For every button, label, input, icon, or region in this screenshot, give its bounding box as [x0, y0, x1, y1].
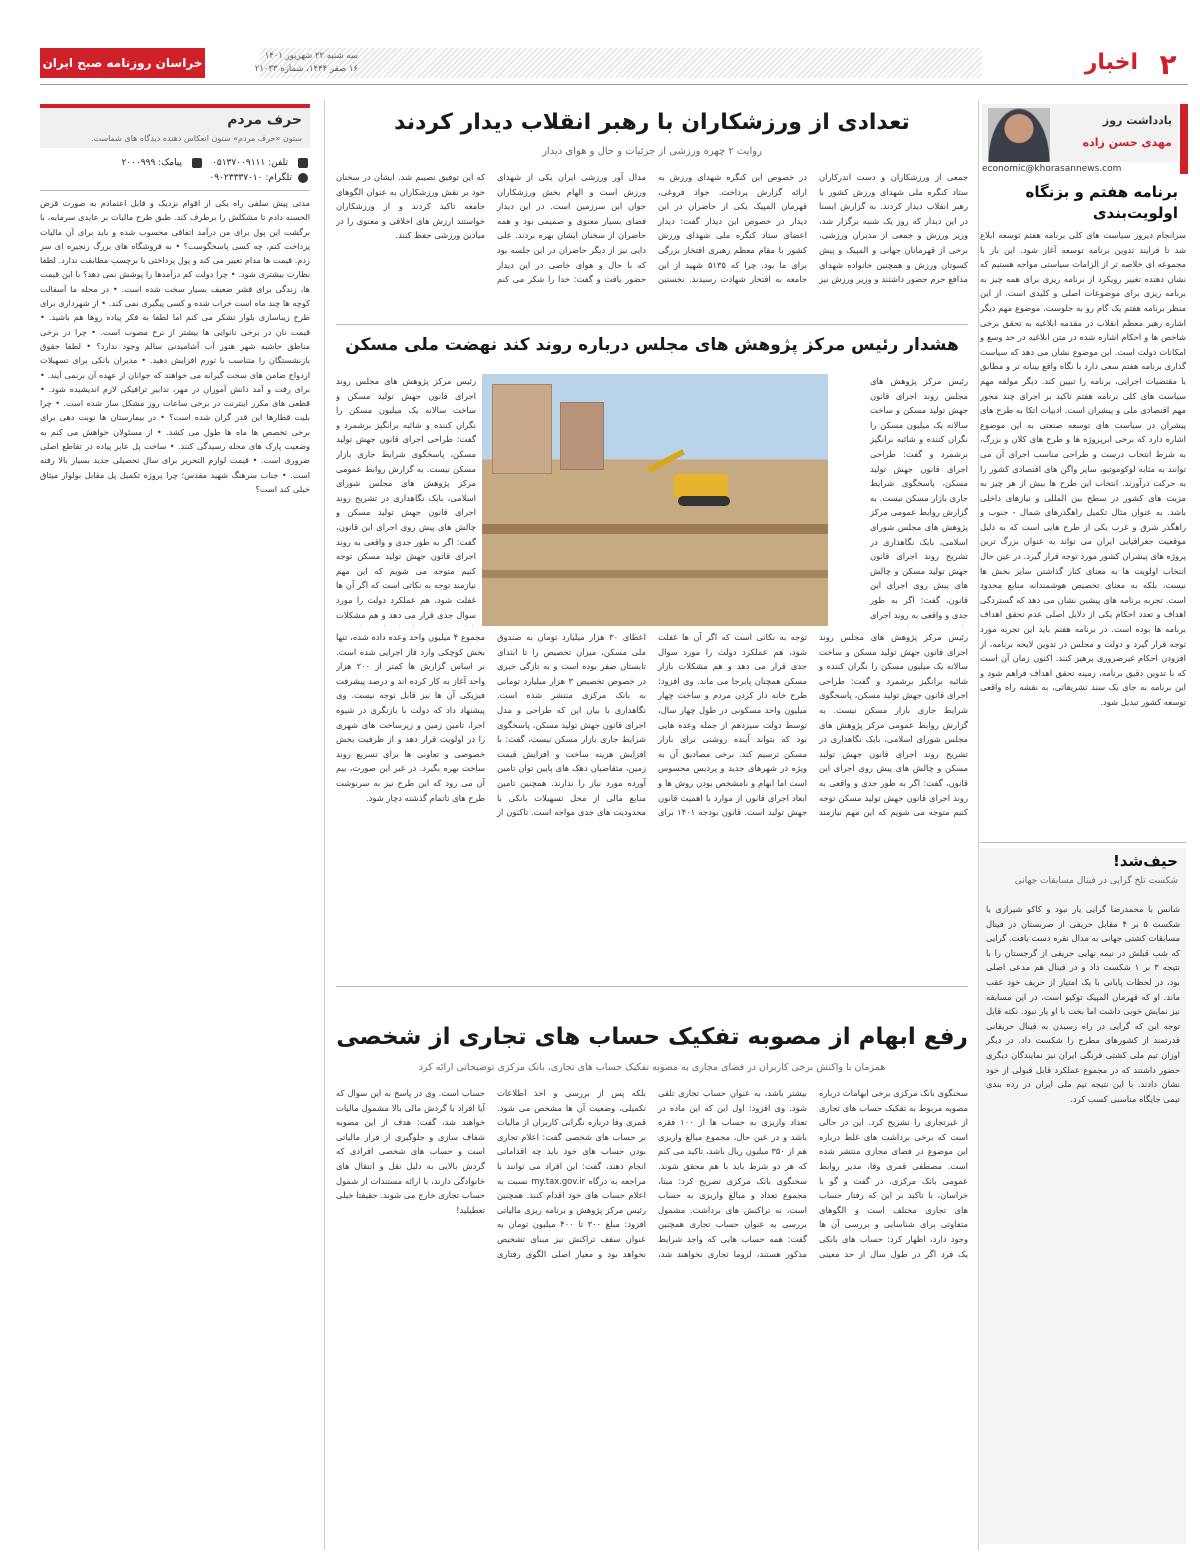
- columnist-box: [982, 104, 1178, 162]
- left-column-divider: [324, 100, 325, 1550]
- trench: [482, 524, 828, 534]
- people-subtitle: ستون «حرف مردم» ستون انعکاس دهنده دیدگاه های شماست.: [91, 134, 302, 143]
- avatar: [988, 108, 1050, 162]
- tax-subtitle: همزمان با واکنش برخی کاربران در فضای مجازی به مصوبه تفکیک حساب های تجاری، بانک مرکزی توضیحاتی ارائه کرد: [418, 1062, 886, 1073]
- date-line-1: سه شنبه ۲۲ شهریور ۱۴۰۱: [264, 51, 358, 61]
- people-phone[interactable]: تلفن: ۰۵۱۳۷۰۰۹۱۱۱: [212, 158, 288, 168]
- phone-icon: [298, 158, 308, 168]
- columnist-name: مهدی حسن زاده: [1082, 136, 1172, 149]
- sports-headline[interactable]: تعدادی از ورزشکاران با رهبر انقلاب دیدار کردند: [394, 110, 910, 135]
- people-header: [40, 108, 310, 148]
- sports-body: جمعی از ورزشکاران و دست اندرکاران ستاد کنگره ملی شهدای ورزش کشور با رهبر انقلاب دیدار کردند. به گزارش ایسنا در این دیدار که روز یک شنبه برگزار شد، وزیر ورزش و جمعی از مدیران ورزشی، برخی از قهرمانان جهانی و المپیک و پیش کسوتان ورزش و همچنین خانواده شهدای مدافع حرم حضور داشتند و وزیر ورزش نیز در خصوص این کنگره شهدای ورزش به ارائه گزارش پرداخت. جواد فروغی، قهرمان المپیک یکی از حاضران در این دیدار در خصوص این دیدار گفت: دیدار اعضای ستاد کنگره ملی شهدای ورزش کشور با مقام معظم رهبری افتخار بزرگی برای ما بود. چرا که ۵۱۳۵ شهید از این جامعه به افتخار شهادت رسیدند. نخستین مدال آور ورزشی ایران یکی از شهدای ورزش است و الهام بخش ورزشکاران جوان این سرزمین است. در این دیدار فضای بسیار معنوی و صمیمی بود و همه حاضران از سخنان ایشان بهره بردند. علی دایی نیز از دیگر حاضران در این جلسه بود که با حال و هوای خاصی در این دیدار حضور یافت و گفت: خدا را شکر می کنم که این توفیق نصیبم شد. ایشان در سخنان خود بر نقش ورزشکاران به عنوان الگوهای جامعه تاکید کردند و از ورزشکاران خواستند ارزش های اخلاقی و معنوی را در میادین ورزشی حفظ کنند.: [336, 172, 968, 285]
- columnist-label: یادداشت روز: [1102, 114, 1172, 127]
- columnist-title: برنامه هفتم و بزنگاه اولویت‌بندی: [1025, 183, 1178, 222]
- people-contacts: [40, 156, 310, 186]
- masthead-rule: [40, 84, 1188, 85]
- hayf-box: [980, 848, 1186, 1544]
- housing-headline[interactable]: هشدار رئیس مرکز پژوهش های مجلس درباره روند کند نهضت ملی مسکن: [345, 335, 959, 355]
- people-divider: [40, 190, 310, 191]
- page-number: ۲: [1159, 48, 1177, 81]
- issue-date: [210, 50, 358, 76]
- construction-photo: [482, 374, 828, 626]
- columnist-divider: [980, 842, 1186, 843]
- hayf-subtitle: شکست تلخ گرایی در فینال مسابقات جهانی: [1014, 876, 1178, 886]
- people-sms[interactable]: پیامک: ۲۰۰۰۹۹۹: [121, 158, 183, 168]
- sms-icon: [192, 158, 202, 168]
- people-telegram[interactable]: تلگرام: ۰۹۰۲۳۳۳۷۰۱۰: [209, 173, 292, 183]
- hayf-body: شانس با محمدرضا گرایی یار نبود و کاکو شیرازی با شکست ۵ بر ۴ مقابل حریفی از صربستان در فینال مسابقات کشتی جهانی به مدال نقره دست یافت. گرایی که شب قبلش در نیمه نهایی حریفی از گرجستان را با نتیجه ۳ بر ۱ شکست داد و در فینال هم مدعی اصلی بود، در لحظات پایانی با یک امتیاز از حریف خود عقب ماند. او که قهرمان المپیک توکیو است، در این مسابقه نیز نمایش خوبی داشت اما بخت با او یار نبود. نکته قابل توجه این که گرایی در راه رسیدن به فینال حریفانی قدرتمند از کشورهای مطرح را شکست داد. در دیگر اوزان تیم ملی کشتی فرنگی ایران نیز نمایندگان دیگری حضور داشتند که در مجموع عملکرد قابل قبولی از خود نشان دادند. با این نتیجه تیم ملی ایران در رده بندی تیمی جایگاه مناسبی کسب کرد.: [986, 904, 1180, 1104]
- people-title: حرف مردم: [227, 112, 302, 128]
- masthead-hatch: [260, 48, 982, 78]
- tax-headline[interactable]: رفع ابهام از مصوبه تفکیک حساب های تجاری از شخصی: [336, 1024, 968, 1050]
- housing-divider: [336, 986, 968, 987]
- sports-divider: [336, 324, 968, 325]
- telegram-icon: [298, 173, 308, 183]
- people-body: مدتی پیش سلفی راه یکی از اقوام نزدیک و قابل اعتمادم به صورت قرض الحسنه دادم تا مشکلش را برطرف کند. طبق طرح مالیات بر عایدی سرمایه، با برگشت این پول برای من درآمد اتفاقی محسوب شده و باید برای آن مالیات پرداخت کنم، چه کسی پاسخگوست؟ • به فروشگاه های بزرگ زنجیره ای سر زدم. قیمت ها مدام تغییر می کند و پول پرداختی با برچسب مطابقت ندارد. لطفا نظارت بیشتری شود. • چرا دولت کم درآمدها را پوشش نمی دهد؟ با این قیمت ها، زندگی برای قشر ضعیف بسیار سخت شده است. • در محله ما آسفالت کوچه ها چند ماه است خراب شده و کسی پیگیری نمی کند. • از شهرداری برای طرح زیباسازی بلوار تشکر می کنم اما لطفا به فکر پیاده روها هم باشید. • قیمت نان در برخی نانوایی ها بیشتر از نرخ مصوب است. • چرا در برخی مناطق حاشیه شهر هنوز آب آشامیدنی سالم وجود ندارد؟ • لطفا حقوق بازنشستگان را متناسب با تورم افزایش دهید. • مدیران بانکی برای تسهیلات ازدواج ضامن های سخت گیرانه می خواهند که جوانان از عهده آن برنمی آیند. • برای رفت و آمد دانش آموزان در مهر، تدابیر ترافیکی لازم اندیشیده شود. • قطعی های مکرر اینترنت در برخی ساعات روز مشکل ساز شده است. • چرا بلیت قطارها این قدر گران شده است؟ • در بیمارستان ها نوبت دهی برای برخی تخصص ها ماه ها طول می کشد. • از مسئولان خواهش می کنم به وضعیت پارک های محله رسیدگی کنند. • ساخت پل عابر پیاده در تقاطع اصلی ضروری است. • قیمت لوازم التحریر برای سال تحصیلی جدید بسیار بالا رفته است. • جناب سرهنگ شهید مقدس؛ چرا پروژه تکمیل پل مقابل بولوار میثاق خیلی کند است؟: [40, 198, 310, 494]
- sports-subtitle: روایت ۲ چهره ورزشی از جزئیات و حال و هوای دیدار: [542, 146, 762, 157]
- right-column-divider: [978, 100, 979, 1550]
- trench: [482, 570, 828, 578]
- newspaper-logo[interactable]: خراسان روزنامه صبح ایران: [40, 48, 205, 78]
- hayf-title: حیف‌شد!: [1112, 852, 1178, 870]
- columnist-accent: [1180, 104, 1188, 174]
- columnist-email[interactable]: economic@khorasannews.com: [982, 164, 1122, 174]
- date-line-2: ۱۶ صفر ۱۴۴۴، شماره ۲۱۰۳۳: [254, 64, 358, 74]
- columnist-body: سرانجام دیروز سیاست های کلی برنامه هفتم توسعه ابلاغ شد تا فرایند تدوین برنامه توسعه آغاز شود. این بار با مجموعه ای خلاصه تر از الزامات سیاستی مواجه هستیم که نشان دهنده تغییر رویکرد از برنامه ریزی برای همه چیز به برنامه ریزی برای موضوعات اصلی و کلیدی است. از این منظر برنامه هفتم یک گام رو به جلوست. موضوع مهم دیگر اشاره رهبر معظم انقلاب در مقدمه ابلاغیه به تحقق برخی شاخص ها و احکام اشاره شده در متن ابلاغیه در حد وسع و امکانات دولت است. این موضوع نشان می دهد که سیاست گذاری برنامه هفتم سعی دارد با نگاه واقع بینانه تر و مطابق با مقتضیات اجرایی، برنامه را تبیین کند. دیگر مولفه مهم سیاست های کلی برنامه هفتم تاکید بر اجرای چند محور مهم اقتصادی ملی و پیشران است. ادبیات اتکا به طرح های پیشران در سیاست های توسعه صنعتی به این موضوع اشاره دارد که برخی ابرپروژه ها و طرح های کلان و بزرگ، به شرط انتخاب درست و طراحی مناسب اجرای آن می توانند به مثابه لوکوموتیو، سایر واگن های اقتصادی کشور را به حرکت درآورند. انتخاب این طرح ها بیش از هر چیز به مزیت های کشور در سطح بین المللی و نیازهای داخلی باشد. به عنوان مثال تکمیل راهگذرهای شمال - جنوب و راهگذر شرق و غرب یکی از طرح هایی است که به دلیل موقعیت جغرافیایی ایران می تواند به عنوان بزرگ ترین پروژه های پیشران کشور مورد توجه قرار گیرد. در عین حال انتخاب اولویت ها به معنای کنار گذاشتن سایر بخش ها نیست، بلکه به معنای تخصیص هوشمندانه منابع محدود است. تجربه برنامه های پیشین نشان می دهد که گستردگی اهداف و تعدد احکام یکی از دلایل اصلی عدم تحقق اهداف برنامه ها بوده است. در برنامه هفتم باید این تجربه مورد توجه قرار گیرد و دولت و مجلس در تدوین لایحه برنامه، از افزودن احکام غیرضروری پرهیز کنند. اکنون زمان آن است که با تدوین دقیق برنامه، زمینه تحقق اهداف فراهم شود و این برنامه به جای یک سند تشریفاتی، به نقشه راه واقعی توسعه کشور تبدیل شود.: [980, 230, 1186, 707]
- excavator: [650, 446, 740, 508]
- tax-body: سخنگوی بانک مرکزی برخی ابهامات درباره مصوبه مربوط به تفکیک حساب های تجاری از غیرتجاری را تشریح کرد. این در حالی است که برخی برداشت های غلط درباره این موضوع در فضای مجازی منتشر شده است. مصطفی قمری وفا، مدیر روابط عمومی بانک مرکزی، در گفت و گو با خراسان، با تاکید بر این که رفتار حساب های تجاری مختلف است و الگوهای متفاوتی برای شناسایی و بررسی آن ها وجود دارد، اظهار کرد: حساب های بانکی یک فرد اگر در طول سال از حد معینی بیشتر باشد، به عنوان حساب تجاری تلقی شود. وی افزود: اول این که این ماده در تعداد واریزی به حساب ها از ۱۰۰ فقره باشد و در عین حال، مجموع مبالغ واریزی هم از ۳۵۰ میلیون ریال باشد، تاکید می کنم که هر دو شرط باید با هم محقق شوند. سخنگوی بانک مرکزی تصریح کرد: مبنا، مجموع تعداد و مبالغ واریزی به حساب است، نه تراکنش های برداشت. مشمول بررسی به عنوان حساب تجاری همچنین گفت: همه حساب هایی که واجد شرایط مذکور هستند، لزوما تجاری نخواهند شد، بلکه پس از بررسی و اخذ اطلاعات تکمیلی، وضعیت آن ها مشخص می شود. قمری وفا درباره نگرانی کاربران از مالیات بر حساب های شخصی گفت: اعلام تجاری بودن حساب های خود باید چه اقداماتی انجام دهند، گفت: این افراد می توانند با مراجعه به درگاه my.tax.gov.ir نسبت به اعلام حساب های خود اقدام کنند. همچنین رئیس مرکز پژوهش و برنامه ریزی مالیاتی افزود: مبلغ ۳۰۰ تا ۴۰۰ میلیون تومان به عنوان سقف تراکنش نیز مبنای تشخیص نخواهد بود و معیار اصلی الگوی رفتاری حساب است. وی در پاسخ به این سوال که آیا افراد با گردش مالی بالا مشمول مالیات خواهند شد، گفت: هدف از این مصوبه شفاف سازی و جلوگیری از فرار مالیاتی است و حساب های شخصی افرادی که گردش بالایی به دلیل نقل و انتقال های خانوادگی دارند، با ارائه مستندات از شمول حساب تجاری خارج می شوند. حقیقتا خیلی تعطیلید!: [336, 1088, 968, 1259]
- housing-body-col: رئیس مرکز پژوهش های مجلس روند اجرای قانون جهش تولید مسکن و ساخت سالانه یک میلیون مسکن را نگران کننده و شائبه برانگیز برشمرد و گفت: طراحی اجرای قانون جهش تولید مسکن، پاسخگوی شرایط جاری بازار مسکن نیست. به گزارش روابط عمومی مرکز پژوهش های مجلس شورای اسلامی، بابک نگاهداری در تشریح روند اجرای قانون جهش تولید مسکن و چالش های پیش روی اجرای این قانون، گفت: اگر به طور جدی و واقعی به روند اجرای قانون جهش تولید مسکن توجه کنیم متوجه می شویم که این مهم نیازمند توجه به نکاتی است که اگر آن ها غفلت شود، هم عملکرد دولت را مورد سوال جدی قرار می دهد و هم مشکلات: [336, 376, 476, 620]
- housing-body-cont: رئیس مرکز پژوهش های مجلس روند اجرای قانون جهش تولید مسکن و ساخت سالانه یک میلیون مسکن را نگران کننده و شائبه برانگیز برشمرد و گفت: طراحی اجرای قانون جهش تولید مسکن، پاسخگوی شرایط جاری بازار مسکن نیست. به گزارش روابط عمومی مرکز پژوهش های مجلس شورای اسلامی، بابک نگاهداری در تشریح روند اجرای قانون جهش تولید مسکن و چالش های پیش روی اجرای این قانون، گفت: اگر به طور جدی و واقعی به روند اجرای قانون جهش تولید مسکن توجه کنیم متوجه می شویم که این مهم نیازمند توجه به نکاتی است که اگر آن ها غفلت شود، هم عملکرد دولت را مورد سوال جدی قرار می دهد و هم مشکلات بازار مسکن همچنان پابرجا می ماند. وی افزود: طرح خانه دار کردن مردم و ساخت چهار میلیون واحد مسکونی در طول چهار سال، توسط دولت سیزدهم از جمله وعده هایی بود که بتواند آینده روشنی برای بازار مسکن ترسیم کند. برخی مصادیق آن به ویژه در شهرهای جدید و پردیس محسوس است اما ابهام و نامشخص بودن روش ها و ابعاد اجرای قانون از موارد با اهمیت قانون جهش تولید است. قانون بودجه ۱۴۰۱ برای اعطای ۳۰ هزار میلیارد تومان به صندوق ملی مسکن، میزان تخصیص را تا ابتدای تابستان صفر بوده است و به تازگی خبری در خصوص تخصیص ۳ هزار میلیارد تومانی به بانک مرکزی منتشر شده است. نگاهداری با بیان این که طراحی و مدل اجرای قانون جهش تولید مسکن، پاسخگوی شرایط جاری بازار مسکن نیست، گفت: با افزایش هزینه ساخت و افزایش قیمت زمین، متقاضیان دهک های پایین توان تامین آورده مورد نیاز را ندارند. همچنین تامین منابع مالی از محل تسهیلات بانکی با محدودیت های جدی مواجه است. تاکنون از مجموع ۴ میلیون واحد وعده داده شده، تنها بخش کوچکی وارد فاز اجرایی شده است. بر اساس گزارش ها کمتر از ۲۰۰ هزار واحد آغاز به کار کرده اند و درصد پیشرفت فیزیکی آن ها نیز قابل توجه نیست. وی پیشنهاد داد که دولت با بازنگری در شیوه اجرا، تامین زمین و زیرساخت های شهری را در اولویت قرار دهد و از ظرفیت بخش خصوصی و تعاونی ها برای تسریع روند ساخت بهره بگیرد. در غیر این صورت، بیم آن می رود که این طرح نیز به سرنوشت طرح های ناتمام گذشته دچار شود.: [336, 632, 968, 818]
- building-block-1: [492, 384, 552, 474]
- building-block-2: [560, 402, 604, 470]
- section-title: اخبار: [1084, 50, 1138, 75]
- housing-body-lead: رئیس مرکز پژوهش های مجلس روند اجرای قانون جهش تولید مسکن و ساخت سالانه یک میلیون مسکن را نگران کننده و شائبه برانگیز برشمرد و گفت: طراحی اجرای قانون جهش تولید مسکن، پاسخگوی شرایط جاری بازار مسکن نیست. به گزارش روابط عمومی مرکز پژوهش های مجلس شورای اسلامی، بابک نگاهداری در تشریح روند اجرای قانون جهش تولید مسکن و چالش های پیش روی اجرای این قانون، گفت: اگر به طور جدی و واقعی به روند اجرای: [870, 376, 968, 620]
